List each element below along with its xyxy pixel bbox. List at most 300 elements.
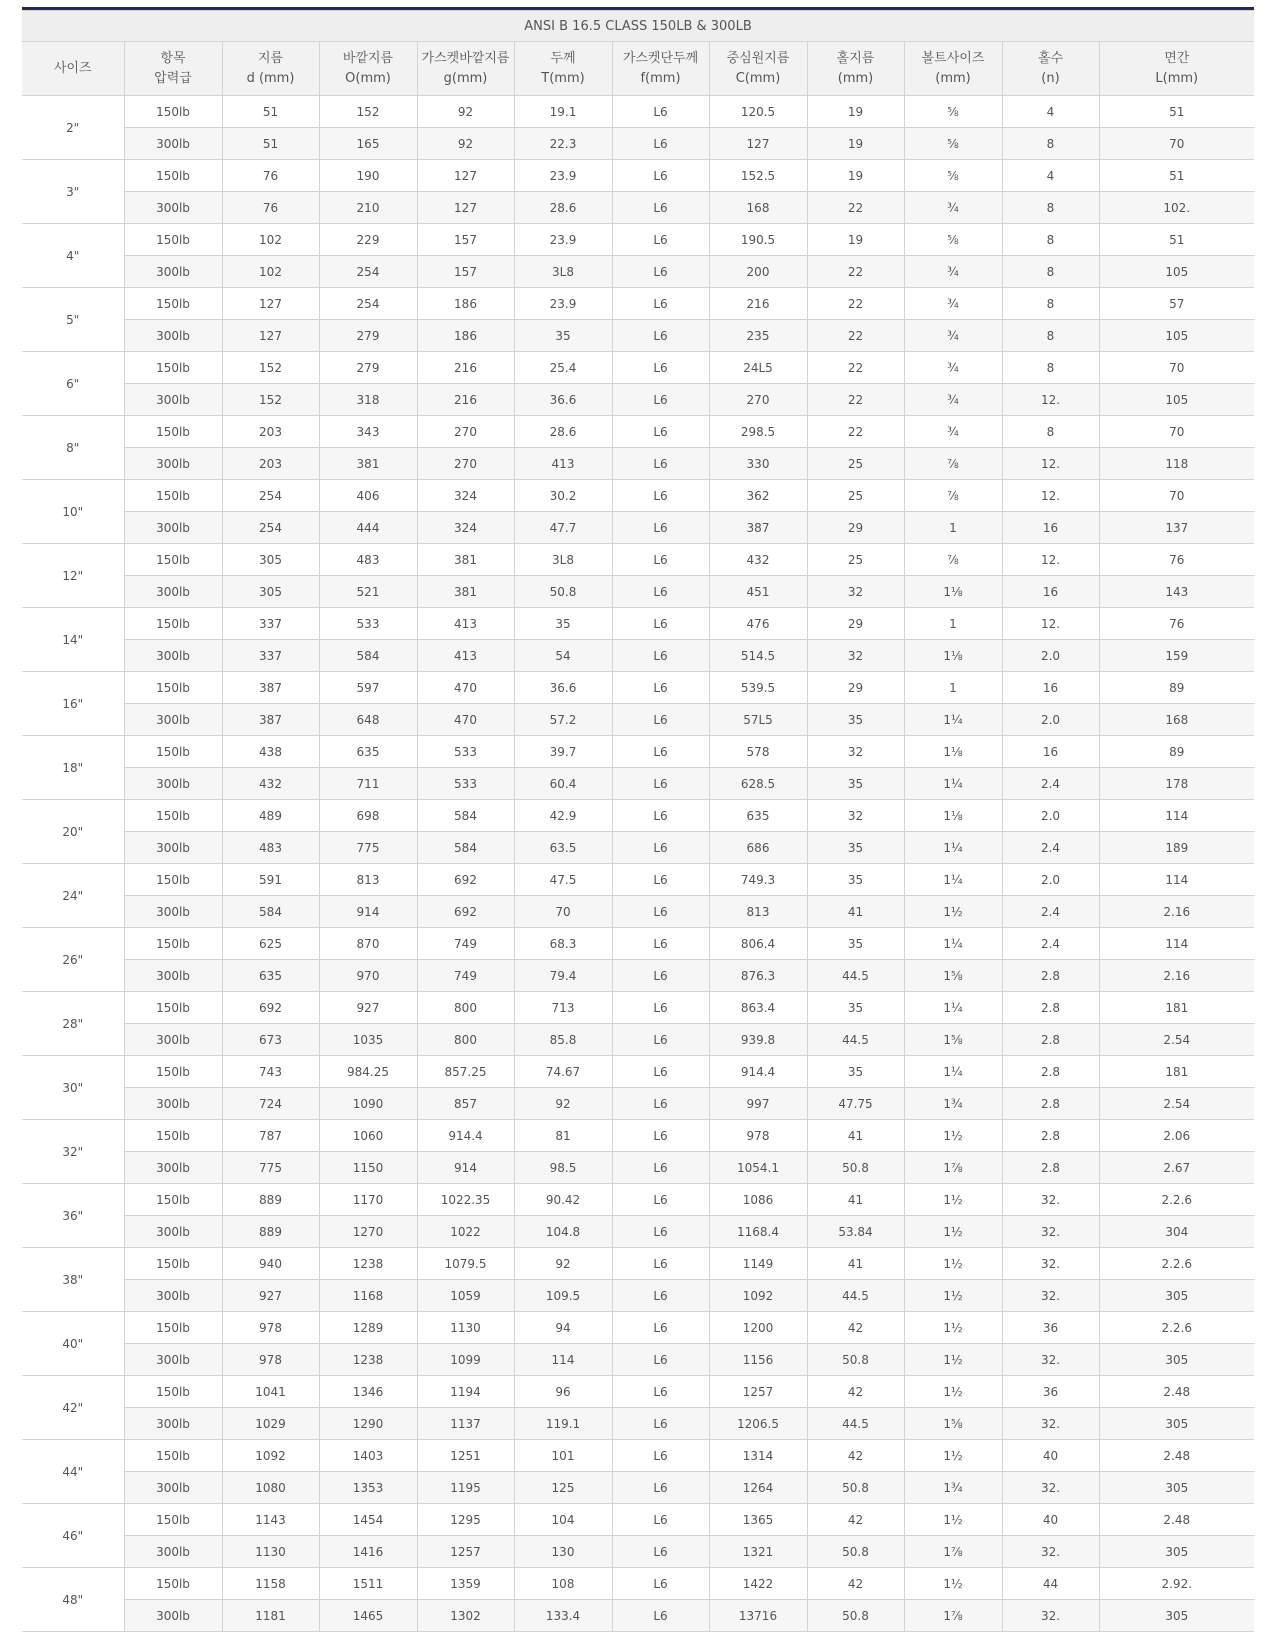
table-cell: 44.5 xyxy=(807,960,904,992)
table-cell: 692 xyxy=(417,864,514,896)
table-cell: 2.8 xyxy=(1002,960,1099,992)
table-row xyxy=(22,1472,1254,1504)
size-cell: 3" xyxy=(22,160,124,224)
size-cell: 40" xyxy=(22,1312,124,1376)
table-cell: 19 xyxy=(807,160,904,192)
table-cell: L6 xyxy=(612,768,709,800)
table-cell: 57L5 xyxy=(709,704,807,736)
table-cell: 53.84 xyxy=(807,1216,904,1248)
table-cell: 8 xyxy=(1002,352,1099,384)
table-row xyxy=(22,1088,1254,1120)
table-cell: 76 xyxy=(222,160,319,192)
pressure-class-cell: 300lb xyxy=(124,192,222,224)
table-cell: L6 xyxy=(612,1120,709,1152)
table-cell: ¾ xyxy=(904,288,1002,320)
table-row xyxy=(22,576,1254,608)
table-row xyxy=(22,1024,1254,1056)
pressure-class-cell: 300lb xyxy=(124,1024,222,1056)
table-cell: 692 xyxy=(417,896,514,928)
table-row xyxy=(22,864,1254,896)
table-cell: 35 xyxy=(807,1056,904,1088)
table-cell: L6 xyxy=(612,192,709,224)
table-row xyxy=(22,1056,1254,1088)
pressure-class-cell: 150lb xyxy=(124,608,222,640)
table-cell: 70 xyxy=(1099,416,1254,448)
pressure-class-cell: 300lb xyxy=(124,960,222,992)
column-header-label: 가스켓바깥지름 xyxy=(421,50,510,66)
table-cell: 235 xyxy=(709,320,807,352)
table-cell: 25 xyxy=(807,480,904,512)
column-header-label: 가스켓단두께 xyxy=(622,50,699,66)
table-cell: L6 xyxy=(612,256,709,288)
table-cell: 1168.4 xyxy=(709,1216,807,1248)
table-cell: 12. xyxy=(1002,448,1099,480)
table-cell: 2.4 xyxy=(1002,928,1099,960)
table-cell: 984.25 xyxy=(319,1056,417,1088)
pressure-class-cell: 150lb xyxy=(124,288,222,320)
table-cell: ⅞ xyxy=(904,544,1002,576)
pressure-class-cell: 150lb xyxy=(124,416,222,448)
table-cell: 125 xyxy=(514,1472,612,1504)
table-cell: 8 xyxy=(1002,128,1099,160)
column-header-unit: d (mm) xyxy=(246,70,295,86)
table-cell: 42 xyxy=(807,1568,904,1600)
table-cell: L6 xyxy=(612,1312,709,1344)
table-cell: L6 xyxy=(612,1248,709,1280)
pressure-class-cell: 150lb xyxy=(124,1120,222,1152)
size-cell: 6" xyxy=(22,352,124,416)
table-cell: 35 xyxy=(514,608,612,640)
table-cell: 8 xyxy=(1002,416,1099,448)
table-cell: 806.4 xyxy=(709,928,807,960)
table-cell: 1150 xyxy=(319,1152,417,1184)
table-cell: 8 xyxy=(1002,224,1099,256)
table-cell: ⅞ xyxy=(904,448,1002,480)
table-cell: 381 xyxy=(417,544,514,576)
table-cell: 711 xyxy=(319,768,417,800)
pressure-class-cell: 300lb xyxy=(124,1408,222,1440)
table-cell: 635 xyxy=(709,800,807,832)
table-cell: 584 xyxy=(319,640,417,672)
table-cell: 914.4 xyxy=(709,1056,807,1088)
table-cell: 41 xyxy=(807,1184,904,1216)
table-cell: 1465 xyxy=(319,1600,417,1632)
table-cell: 1¼ xyxy=(904,1056,1002,1088)
table-cell: 2.16 xyxy=(1099,896,1254,928)
table-cell: 22 xyxy=(807,192,904,224)
table-cell: L6 xyxy=(612,832,709,864)
table-cell: 104.8 xyxy=(514,1216,612,1248)
table-cell: 2.48 xyxy=(1099,1504,1254,1536)
table-cell: 432 xyxy=(222,768,319,800)
table-cell: 12. xyxy=(1002,480,1099,512)
table-cell: 521 xyxy=(319,576,417,608)
table-cell: ⅝ xyxy=(904,160,1002,192)
table-cell: 413 xyxy=(417,608,514,640)
table-cell: 2.4 xyxy=(1002,768,1099,800)
table-cell: 92 xyxy=(514,1248,612,1280)
table-cell: 940 xyxy=(222,1248,319,1280)
table-cell: 2.8 xyxy=(1002,1152,1099,1184)
table-cell: 203 xyxy=(222,416,319,448)
table-cell: 127 xyxy=(222,288,319,320)
column-header-label: 홀수 xyxy=(1037,50,1064,66)
table-cell: 181 xyxy=(1099,1056,1254,1088)
table-cell: 32. xyxy=(1002,1536,1099,1568)
table-cell: 186 xyxy=(417,320,514,352)
table-cell: 13716 xyxy=(709,1600,807,1632)
table-row xyxy=(22,1376,1254,1408)
table-cell: 50.8 xyxy=(807,1152,904,1184)
column-header-label: 항목 xyxy=(160,50,186,66)
table-cell: 1½ xyxy=(904,1568,1002,1600)
table-cell: 94 xyxy=(514,1312,612,1344)
table-cell: 19.1 xyxy=(514,96,612,128)
table-cell: 68.3 xyxy=(514,928,612,960)
table-cell: 178 xyxy=(1099,768,1254,800)
table-cell: 92 xyxy=(514,1088,612,1120)
table-cell: ¾ xyxy=(904,352,1002,384)
table-cell: 813 xyxy=(319,864,417,896)
table-cell: 44.5 xyxy=(807,1024,904,1056)
table-cell: 22.3 xyxy=(514,128,612,160)
table-cell: L6 xyxy=(612,448,709,480)
table-cell: 42 xyxy=(807,1440,904,1472)
table-cell: 127 xyxy=(417,192,514,224)
table-cell: 23.9 xyxy=(514,160,612,192)
table-cell: 254 xyxy=(319,256,417,288)
table-cell: 3L8 xyxy=(514,544,612,576)
table-cell: 451 xyxy=(709,576,807,608)
size-cell: 2" xyxy=(22,96,124,160)
table-row xyxy=(22,1536,1254,1568)
table-cell: 1403 xyxy=(319,1440,417,1472)
table-cell: ⅝ xyxy=(904,128,1002,160)
pressure-class-cell: 150lb xyxy=(124,1248,222,1280)
table-cell: 305 xyxy=(222,576,319,608)
table-cell: 44.5 xyxy=(807,1408,904,1440)
table-cell: 1290 xyxy=(319,1408,417,1440)
table-cell: 216 xyxy=(709,288,807,320)
column-header xyxy=(709,42,807,96)
table-cell: 42.9 xyxy=(514,800,612,832)
table-cell: 104 xyxy=(514,1504,612,1536)
size-cell: 12" xyxy=(22,544,124,608)
table-cell: 1½ xyxy=(904,1216,1002,1248)
table-cell: 42 xyxy=(807,1312,904,1344)
table-cell: 152 xyxy=(222,352,319,384)
table-row xyxy=(22,512,1254,544)
table-cell: 2.8 xyxy=(1002,1024,1099,1056)
pressure-class-cell: 300lb xyxy=(124,768,222,800)
table-cell: 29 xyxy=(807,672,904,704)
table-row xyxy=(22,1568,1254,1600)
pressure-class-cell: 300lb xyxy=(124,320,222,352)
table-cell: L6 xyxy=(612,928,709,960)
table-cell: 787 xyxy=(222,1120,319,1152)
table-cell: 1090 xyxy=(319,1088,417,1120)
table-cell: 1099 xyxy=(417,1344,514,1376)
table-cell: 1½ xyxy=(904,1120,1002,1152)
column-header xyxy=(612,42,709,96)
table-cell: 686 xyxy=(709,832,807,864)
table-cell: 12. xyxy=(1002,384,1099,416)
column-header-label: 사이즈 xyxy=(53,60,92,76)
pressure-class-cell: 300lb xyxy=(124,448,222,480)
column-header-unit: f(mm) xyxy=(640,70,681,86)
table-cell: 2.48 xyxy=(1099,1376,1254,1408)
table-cell: 2.16 xyxy=(1099,960,1254,992)
pressure-class-cell: 150lb xyxy=(124,800,222,832)
table-cell: 22 xyxy=(807,352,904,384)
table-cell: 692 xyxy=(222,992,319,1024)
table-cell: 19 xyxy=(807,224,904,256)
table-cell: 2.2.6 xyxy=(1099,1312,1254,1344)
table-cell: 775 xyxy=(222,1152,319,1184)
table-cell: 775 xyxy=(319,832,417,864)
table-row xyxy=(22,192,1254,224)
table-cell: L6 xyxy=(612,224,709,256)
pressure-class-cell: 150lb xyxy=(124,672,222,704)
table-cell: 2.2.6 xyxy=(1099,1184,1254,1216)
table-cell: 41 xyxy=(807,1248,904,1280)
pressure-class-cell: 150lb xyxy=(124,928,222,960)
table-cell: 2.54 xyxy=(1099,1024,1254,1056)
column-header-label: 바깥지름 xyxy=(342,50,394,66)
table-cell: ⅞ xyxy=(904,480,1002,512)
table-row xyxy=(22,992,1254,1024)
table-cell: 1143 xyxy=(222,1504,319,1536)
table-row xyxy=(22,960,1254,992)
column-header xyxy=(904,42,1002,96)
table-cell: 42 xyxy=(807,1376,904,1408)
table-cell: 444 xyxy=(319,512,417,544)
table-cell: 51 xyxy=(222,96,319,128)
table-cell: 1200 xyxy=(709,1312,807,1344)
table-cell: 32. xyxy=(1002,1600,1099,1632)
table-row xyxy=(22,608,1254,640)
table-cell: 2.54 xyxy=(1099,1088,1254,1120)
table-cell: 1195 xyxy=(417,1472,514,1504)
table-cell: 25.4 xyxy=(514,352,612,384)
pressure-class-cell: 300lb xyxy=(124,1472,222,1504)
table-cell: 381 xyxy=(417,576,514,608)
table-row xyxy=(22,384,1254,416)
table-cell: 114 xyxy=(514,1344,612,1376)
table-cell: 1¼ xyxy=(904,832,1002,864)
table-cell: 76 xyxy=(1099,544,1254,576)
table-cell: 32. xyxy=(1002,1216,1099,1248)
table-cell: 89 xyxy=(1099,672,1254,704)
table-cell: 1¼ xyxy=(904,704,1002,736)
table-cell: 90.42 xyxy=(514,1184,612,1216)
table-cell: 8 xyxy=(1002,192,1099,224)
table-cell: 25 xyxy=(807,448,904,480)
table-row xyxy=(22,736,1254,768)
table-cell: 105 xyxy=(1099,320,1254,352)
table-cell: L6 xyxy=(612,160,709,192)
column-header xyxy=(417,42,514,96)
pressure-class-cell: 150lb xyxy=(124,992,222,1024)
table-cell: L6 xyxy=(612,1504,709,1536)
table-cell: 41 xyxy=(807,896,904,928)
pressure-class-cell: 150lb xyxy=(124,1568,222,1600)
table-cell: 190 xyxy=(319,160,417,192)
table-cell: 168 xyxy=(1099,704,1254,736)
pressure-class-cell: 300lb xyxy=(124,128,222,160)
table-cell: 1238 xyxy=(319,1248,417,1280)
table-cell: 978 xyxy=(222,1312,319,1344)
table-cell: 489 xyxy=(222,800,319,832)
table-cell: 914 xyxy=(417,1152,514,1184)
table-cell: 1½ xyxy=(904,1248,1002,1280)
table-cell: 1½ xyxy=(904,896,1002,928)
table-cell: 102. xyxy=(1099,192,1254,224)
table-cell: 330 xyxy=(709,448,807,480)
table-cell: 533 xyxy=(319,608,417,640)
table-cell: L6 xyxy=(612,960,709,992)
table-cell: 29 xyxy=(807,512,904,544)
table-row xyxy=(22,832,1254,864)
table-cell: 35 xyxy=(807,992,904,1024)
table-cell: 1035 xyxy=(319,1024,417,1056)
table-cell: 1264 xyxy=(709,1472,807,1504)
pressure-class-cell: 300lb xyxy=(124,1152,222,1184)
table-cell: 119.1 xyxy=(514,1408,612,1440)
table-cell: ¾ xyxy=(904,384,1002,416)
table-cell: L6 xyxy=(612,992,709,1024)
table-cell: 210 xyxy=(319,192,417,224)
table-cell: 870 xyxy=(319,928,417,960)
table-cell: 39.7 xyxy=(514,736,612,768)
table-row xyxy=(22,1120,1254,1152)
column-header-unit: (mm) xyxy=(837,70,874,86)
size-cell: 36" xyxy=(22,1184,124,1248)
table-cell: 254 xyxy=(319,288,417,320)
table-cell: 1149 xyxy=(709,1248,807,1280)
table-cell: 105 xyxy=(1099,256,1254,288)
table-cell: 1½ xyxy=(904,1280,1002,1312)
table-cell: 40 xyxy=(1002,1440,1099,1472)
table-cell: ¾ xyxy=(904,256,1002,288)
table-cell: 168 xyxy=(709,192,807,224)
table-cell: 413 xyxy=(417,640,514,672)
table-cell: 76 xyxy=(222,192,319,224)
pressure-class-cell: 150lb xyxy=(124,544,222,576)
table-body xyxy=(22,96,1254,1632)
table-row xyxy=(22,416,1254,448)
table-cell: 648 xyxy=(319,704,417,736)
table-cell: 1060 xyxy=(319,1120,417,1152)
table-cell: L6 xyxy=(612,800,709,832)
size-cell: 10" xyxy=(22,480,124,544)
size-cell: 46" xyxy=(22,1504,124,1568)
table-cell: 133.4 xyxy=(514,1600,612,1632)
table-cell: 152 xyxy=(222,384,319,416)
table-cell: 1321 xyxy=(709,1536,807,1568)
table-row xyxy=(22,896,1254,928)
table-cell: 3L8 xyxy=(514,256,612,288)
table-cell: 1206.5 xyxy=(709,1408,807,1440)
table-cell: L6 xyxy=(612,416,709,448)
table-cell: 1092 xyxy=(222,1440,319,1472)
table-cell: 1⅛ xyxy=(904,576,1002,608)
pressure-class-cell: 300lb xyxy=(124,1280,222,1312)
table-cell: 318 xyxy=(319,384,417,416)
table-cell: 324 xyxy=(417,512,514,544)
table-cell: 305 xyxy=(1099,1408,1254,1440)
table-cell: 1⅞ xyxy=(904,1600,1002,1632)
pressure-class-cell: 300lb xyxy=(124,256,222,288)
table-cell: 32 xyxy=(807,576,904,608)
table-cell: 44 xyxy=(1002,1568,1099,1600)
table-cell: 127 xyxy=(417,160,514,192)
table-cell: 584 xyxy=(417,800,514,832)
table-cell: 2.0 xyxy=(1002,800,1099,832)
table-cell: 57 xyxy=(1099,288,1254,320)
table-cell: 47.5 xyxy=(514,864,612,896)
table-cell: 92 xyxy=(417,128,514,160)
table-cell: 305 xyxy=(1099,1280,1254,1312)
table-cell: 12. xyxy=(1002,608,1099,640)
table-cell: 98.5 xyxy=(514,1152,612,1184)
table-row xyxy=(22,448,1254,480)
table-row xyxy=(22,96,1254,128)
table-cell: 1¼ xyxy=(904,864,1002,896)
table-cell: 51 xyxy=(1099,96,1254,128)
table-row xyxy=(22,128,1254,160)
table-cell: L6 xyxy=(612,704,709,736)
table-cell: 4 xyxy=(1002,160,1099,192)
column-header-unit: (mm) xyxy=(935,70,971,86)
table-cell: 1¾ xyxy=(904,1472,1002,1504)
pressure-class-cell: 300lb xyxy=(124,576,222,608)
table-cell: 1314 xyxy=(709,1440,807,1472)
column-header-unit: C(mm) xyxy=(735,70,781,86)
table-cell: 584 xyxy=(222,896,319,928)
table-cell: 50.8 xyxy=(807,1600,904,1632)
table-cell: 51 xyxy=(1099,224,1254,256)
table-cell: 57.2 xyxy=(514,704,612,736)
table-cell: 578 xyxy=(709,736,807,768)
table-cell: 1½ xyxy=(904,1440,1002,1472)
table-cell: 483 xyxy=(319,544,417,576)
table-cell: 70 xyxy=(1099,480,1254,512)
table-cell: 1¾ xyxy=(904,1088,1002,1120)
table-cell: 254 xyxy=(222,480,319,512)
table-cell: 889 xyxy=(222,1216,319,1248)
table-cell: 304 xyxy=(1099,1216,1254,1248)
table-cell: 32 xyxy=(807,800,904,832)
table-cell: 432 xyxy=(709,544,807,576)
table-title: ANSI B 16.5 CLASS 150LB & 300LB xyxy=(22,11,1254,42)
table-row xyxy=(22,1248,1254,1280)
table-cell: 628.5 xyxy=(709,768,807,800)
table-cell: 1302 xyxy=(417,1600,514,1632)
table-cell: L6 xyxy=(612,1568,709,1600)
table-cell: L6 xyxy=(612,96,709,128)
pressure-class-cell: 150lb xyxy=(124,160,222,192)
table-cell: 74.67 xyxy=(514,1056,612,1088)
table-cell: 279 xyxy=(319,320,417,352)
table-cell: 85.8 xyxy=(514,1024,612,1056)
table-cell: 114 xyxy=(1099,928,1254,960)
table-cell: 101 xyxy=(514,1440,612,1472)
table-cell: 216 xyxy=(417,352,514,384)
table-cell: 2.8 xyxy=(1002,1088,1099,1120)
size-cell: 30" xyxy=(22,1056,124,1120)
table-cell: 470 xyxy=(417,704,514,736)
